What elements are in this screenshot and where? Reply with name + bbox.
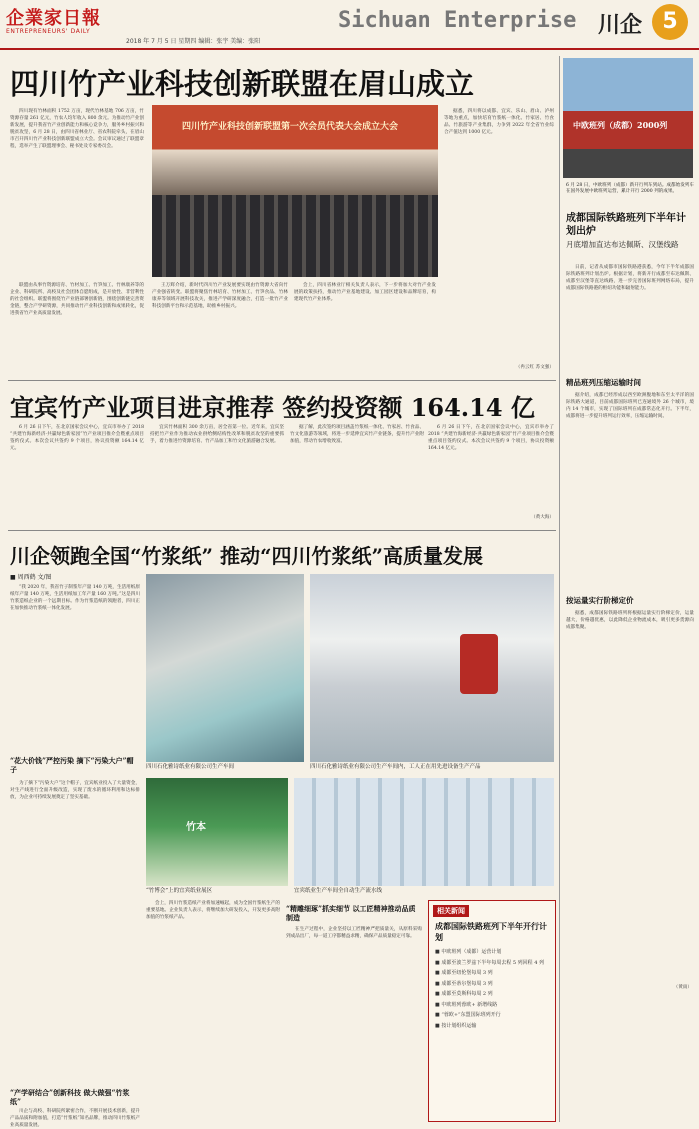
photo-train-caption: 6 月 28 日，中欧班列（成都）新开行列车到站。成都始发列车在国外发展中欧班列运营，累计开行 2000 列的成果。: [566, 183, 694, 194]
a1-column-1: [10, 108, 144, 278]
headline-bamboo-alliance: 四川竹产业科技创新联盟在眉山成立: [10, 67, 475, 101]
a1-column-3: [294, 282, 436, 374]
conference-banner: 四川竹产业科技创新联盟第一次会员代表大会成立大会: [182, 122, 399, 132]
paragraph: 川企与高校、科研院所紧密合作，不断开展技术创新，提升产品品质和附加值，打造“竹浆纸”知名品牌，推动四川竹浆纸产业高质量发展。: [10, 1109, 140, 1128]
paragraph: “我 2020 年，我省竹子制浆年产量 140 万吨，生活用纸原纸年产量 140 万吨，生活用纸加工年产量 160 万吨。”这是四川竹浆造纸企业的一个远期目标。作为竹浆造纸的领跑者，四川正在加快推动竹浆纸一体化发展。: [10, 585, 140, 611]
issue-weekday: 星期四: [178, 38, 197, 45]
a4-col-3: [286, 926, 422, 1122]
paragraph: 会上，四川省林业厅相关负责人表示，下一步将加大对竹产业发展的政策扶持，推动竹产业基地建设、加工园区建设和品牌培育，构建现代竹产业体系。: [294, 283, 436, 302]
related-headline: 成都国际铁路班列下半年开行计划: [435, 921, 547, 942]
a4-subhead-3: “精雕细琢”抓实细节 以工匠精神推动品质制造: [286, 904, 416, 922]
related-list: [435, 949, 551, 1033]
byline: ■ 周西鹤 文/图: [10, 574, 52, 581]
a1-column-2: [152, 282, 288, 374]
paragraph: 日前，记者从成都市国际铁路港获悉，今年下半年成都国际铁路班列计划出炉。根据计划，将新开行成都至布达佩斯、成都至汉堡等直达线路，进一步完善国际班列网络布局，提升成都国际铁路港的枢纽功能和辐射能力。: [566, 265, 694, 291]
product-brand: 竹本: [186, 822, 206, 833]
divider: [8, 380, 556, 381]
audience-rows: [152, 195, 438, 277]
photo-paper-machine: [146, 574, 304, 762]
a2-body-3: [566, 610, 694, 994]
masthead-rule: [0, 48, 699, 50]
a4-col-2: [146, 900, 280, 1122]
paragraph: 为了摘下“污染大户”这个帽子，宜宾纸业投入了大量资金，对生产线进行全面升级改造，实现了废水的循环利用和达标排放，为企业可持续发展奠定了坚实基础。: [10, 781, 140, 800]
issue-designer: 美编：张阳: [230, 38, 261, 45]
a1-column-1b: [10, 282, 144, 374]
brand-logo: 企業家日報: [6, 8, 101, 29]
paragraph: 会上，四川竹浆造纸产业将加速崛起，成为全国竹浆纸生产的重要基地。企业负责人表示，将继续加大研发投入，开发更多高附加值的竹浆纸产品。: [146, 901, 280, 920]
section-chinese: 川企: [598, 12, 643, 38]
worker-figure: [460, 634, 498, 694]
paragraph: 据介绍，成都已经形成以西至欧洲腹地和东至太平洋的国际铁路大通道，目前成都国际班列已连通境外 26 个城市，境内 14 个城市，实现了国际班列在成都常态化开行。下半年，成都将进一步提升班列运行效率，压缩运输时间。: [566, 393, 694, 419]
paragraph: 在生产过程中，企业坚持以工匠精神严把质量关，从原料采购到成品出厂，每一道工序都精益求精，确保产品质量稳定可靠。: [286, 927, 422, 939]
photo-worker: [310, 574, 554, 762]
related-list-item: ■ 按计划组织运输: [435, 1022, 477, 1029]
section-english: Sichuan Enterprise: [338, 8, 577, 33]
a3-col-2: [150, 424, 284, 522]
related-list-item: ■ 成都至蒂尔堡每周 3 列: [435, 980, 493, 987]
paragraph: 四川现有竹林面积 1752 万亩，现代竹林基地 706 万亩，竹资源存量 261 亿元，竹农人均年收入 800 余元。为推动竹产业创新发展，提升我省竹产业创新能力和核心竞争力，服务乡村振兴和脱贫攻坚，6 月 28 日，由四川省林业厅、省农科院牵头，在眉山市召开四川竹产业科技创新联盟成立大会。会议审议通过了联盟章程，选举产生了联盟理事会、秘书处及专家委员会。: [10, 109, 144, 149]
paragraph: 据悉，成都国际铁路班列将根据运量实行阶梯定价，运量越大，价格越优惠，以此降低企业物流成本，吸引更多货源向成都集聚。: [566, 611, 694, 630]
photo-expo: [146, 778, 288, 886]
a4-body-2: [10, 780, 140, 1084]
page-number-badge: 5: [652, 4, 688, 40]
brand-english: ENTREPRENEURS' DAILY: [6, 28, 91, 35]
a3-col-1: [10, 424, 144, 522]
a2-subhead-1: 精品班列压缩运输时间: [566, 378, 641, 387]
issue-meta: [126, 36, 260, 45]
paragraph: 6 月 26 日下午，在北京国家会议中心，宜宾市举办了 2018 “共建竹海新经济·共赢绿色新家园”竹产业项目推介会暨重点项目签约仪式。本次会议共签约 9 个项目，协议投资额 164.14 亿元。: [428, 425, 554, 451]
related-list-item: ■ 成都至波兰罗兹下半年每周去程 5 列回程 4 列: [435, 959, 545, 966]
paragraph: 王万辉介绍，新时代四川竹产业发展要实现由竹资源大省向竹产业强省转变。联盟将聚焦竹林培育、竹材加工、竹笋食品、竹林康养等领域开展科技攻关，推进产学研深度融合，打造一批竹产业科技创新平台和示范基地，助推乡村振兴。: [152, 283, 288, 309]
paragraph: 据悉，四川将以成都、宜宾、乐山、眉山、泸州等地为重点，加快培育竹浆纸一体化、竹家居、竹食品、竹旅游等产业集群，力争到 2022 年全省竹业综合产值达到 1000 亿元。: [444, 109, 554, 135]
a2-subhead-2: 按运量实行阶梯定价: [566, 596, 634, 605]
caption-photo-2: 四川石化雅诗纸业有限公司生产车间内，工人正在用先进设备生产产品: [310, 764, 481, 770]
masthead: [0, 0, 699, 54]
a3-col-4: [428, 424, 554, 522]
paragraph: 宜宾竹林面积 300 余万亩，居全省第一位。近年来，宜宾坚持把竹产业作为推动农业供给侧结构性改革和脱贫攻坚的重要抓手，着力推进竹资源培育、竹产品加工和竹文化旅游融合发展。: [150, 425, 284, 444]
a4-body: [10, 584, 140, 752]
a2-author: （黄雨）: [673, 985, 692, 990]
related-news-box: [428, 900, 556, 1122]
photo-production-line: [294, 778, 554, 886]
headline-yibin: 宜宾竹产业项目进京推荐 签约投资额 164.14 亿: [10, 393, 535, 422]
photo-train: [563, 58, 693, 178]
photo-conference: [152, 105, 438, 277]
a4-subhead-2: “产学研结合”创新科技 做大做强“竹浆纸”: [10, 1088, 130, 1106]
a1-column-4: [444, 108, 554, 360]
headline-bamboo-paper: 川企领跑全国“竹浆纸” 推动“四川竹浆纸”高质量发展: [10, 544, 483, 568]
paragraph: 6 月 26 日下午，在北京国家会议中心，宜宾市举办了 2018 “共建竹海新经济·共赢绿色新家园”竹产业项目推介会暨重点项目签约仪式。本次会议共签约 9 个项目，协议投资额 164.14 亿元。: [10, 425, 144, 451]
a2-body-2: [566, 392, 694, 592]
paragraph: 联盟由从事竹资源培育、竹材加工、竹笋加工、竹林康养等的企业、科研院所、高校及社会团体自愿组成，是开放性、非营利性的社会组织。联盟将围绕竹产业链部署创新链，围绕创新链完善资金链，整合产学研资源，共同推动竹产业科技创新和成果转化，促进我省竹产业高质量发展。: [10, 283, 144, 316]
caption-photo-1: 四川石化雅诗纸业有限公司生产车间: [146, 764, 235, 770]
related-list-item: ■ 成都至莫斯科每周 2 列: [435, 991, 493, 997]
a1-author: （冉云红 苏文强）: [515, 365, 554, 370]
caption-photo-4: 宜宾纸业生产车间全自动生产流水线: [294, 888, 383, 894]
a3-author: （黄大海）: [531, 515, 554, 520]
a4-subhead-1: “花大价钱”严控污染 摘下“污染大户”帽子: [10, 756, 134, 774]
issue-date: 2018 年 7 月 5 日: [126, 38, 177, 45]
divider: [8, 530, 556, 531]
caption-photo-3: “竹博会”上的宜宾纸业展区: [146, 888, 213, 894]
column-divider: [559, 56, 560, 1122]
related-list-item: ■ “蓉欧+”东盟国际班列开行: [435, 1012, 501, 1018]
related-news-label: 相关新闻: [433, 905, 469, 917]
related-list-item: ■ 中欧班列蓉欧+ 新增线路: [435, 1001, 498, 1008]
a3-col-3: [290, 424, 424, 522]
a4-body-3: [10, 1108, 140, 1128]
issue-editor: 编辑：张宇: [198, 38, 229, 45]
a2-body: [566, 264, 694, 372]
train-sign: 中欧班列（成都）2000列: [573, 120, 668, 130]
paragraph: 据了解，此次签约项目涵盖竹浆纸一体化、竹家居、竹食品、竹文化旅游等领域，将进一步延伸宜宾竹产业链条，提升竹产业附加值，带动竹农增收致富。: [290, 425, 424, 444]
related-list-item: ■ 中欧班列（成都）运营计划: [435, 949, 502, 955]
subheadline-rail: 月底增加直达布达佩斯、汉堡线路: [566, 240, 679, 249]
related-list-item: ■ 成都至纽伦堡每周 3 列: [435, 970, 493, 976]
headline-rail-plan: 成都国际铁路班列下半年计划出炉: [566, 213, 686, 237]
